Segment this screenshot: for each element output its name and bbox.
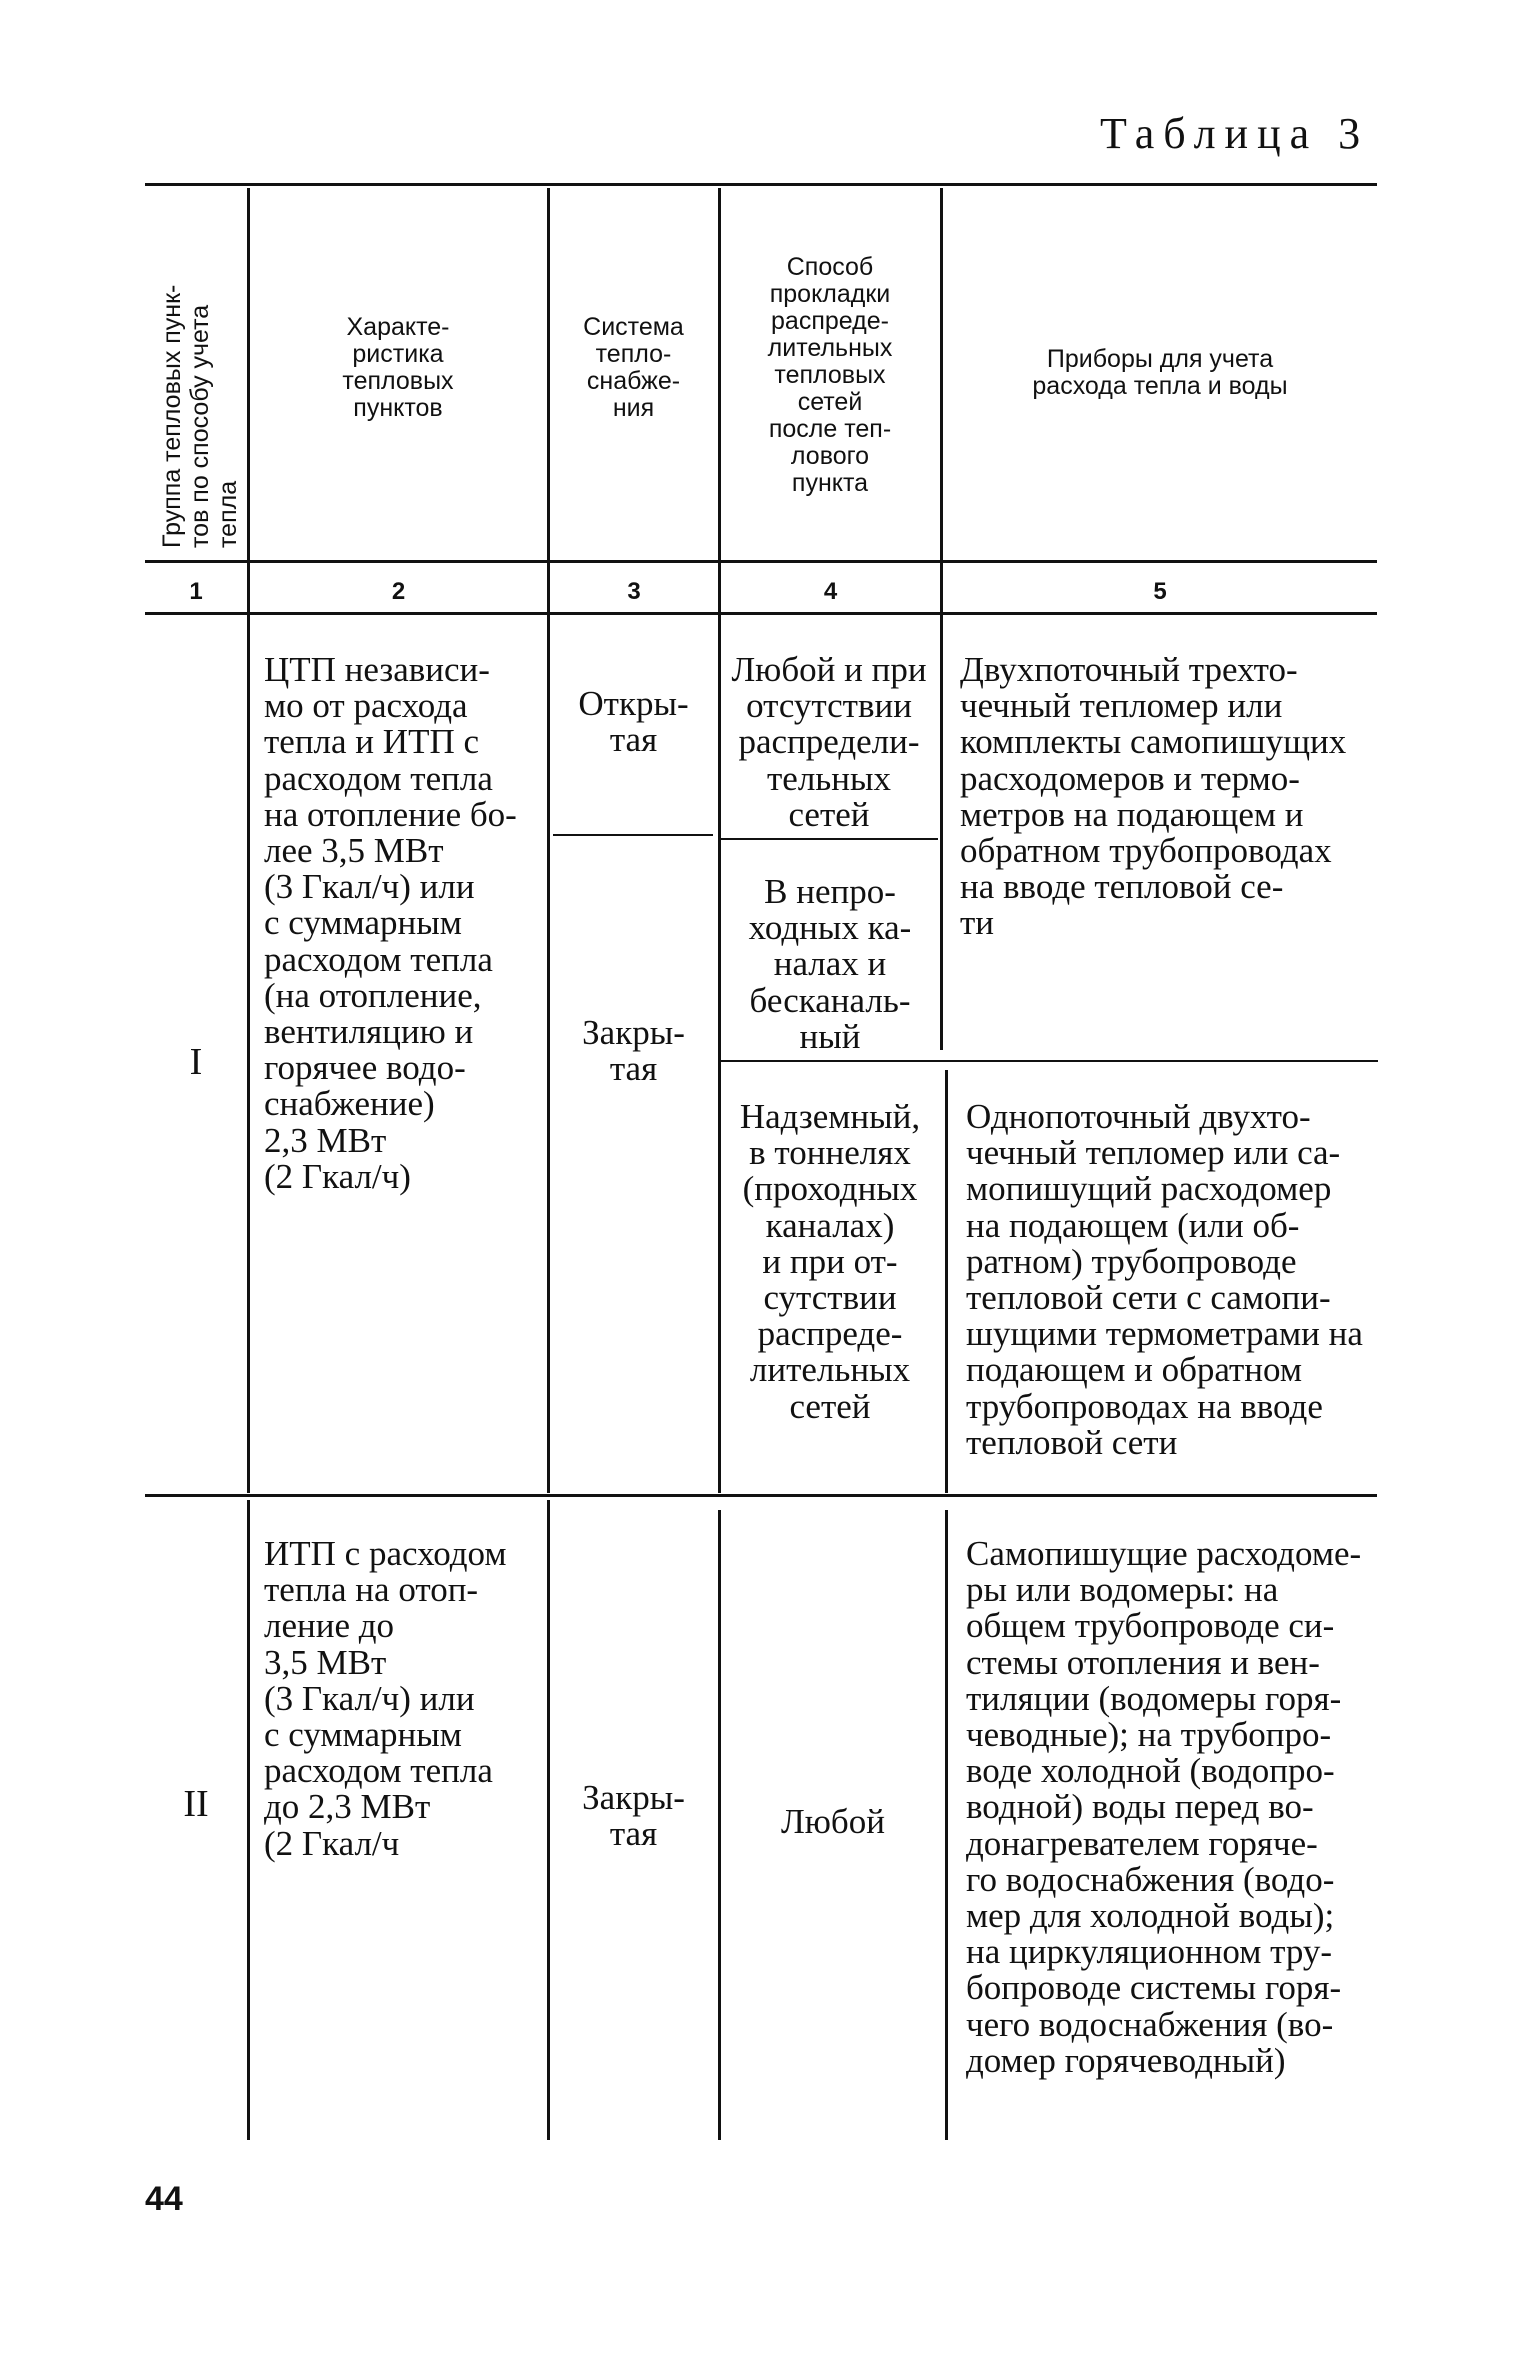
column-rule-2b bbox=[547, 1500, 550, 2140]
table-title: Таблица 3 bbox=[1100, 109, 1370, 158]
system-divider-rule bbox=[553, 834, 713, 836]
group2-laying: Любой bbox=[781, 1802, 885, 1841]
group-label-2: II bbox=[183, 1783, 209, 1825]
column-rule-4b bbox=[945, 1510, 948, 2140]
header-laying: Способ прокладки распреде- лительных тепловых сетей после теп- лового пункта bbox=[767, 253, 893, 497]
page-number: 44 bbox=[145, 2180, 183, 2218]
column-number-2: 2 bbox=[391, 578, 406, 605]
table-top-rule bbox=[145, 183, 1377, 186]
header-bottom-rule bbox=[145, 560, 1377, 563]
group1-system-open: Откры- тая bbox=[578, 684, 689, 760]
group1-system-closed: Закры- тая bbox=[582, 1013, 685, 1089]
group2-devices: Самопишущие расходоме- ры или водомеры: на общем трубопроводе си- стемы отопления и вен- тиляции (водомеры горя- чеводные); на трубопро- воде холодной (водопро- водной) воды перед во- донагревателем горяче- го водоснабжения (водо- мер для холодной воды); на циркуляционном тру- бопроводе системы горя- чего водоснабжения (во- домер горячеводный) bbox=[966, 1534, 1362, 2080]
header-system: Система тепло- снабже- ния bbox=[583, 313, 684, 422]
group1-devices-two-flow: Двухпоточный трехто- чечный тепломер или комплекты самопишущих расходомеров и термо- метров на подающем и обратном трубопроводах на вводе тепловой се- ти bbox=[960, 650, 1347, 943]
header-devices: Приборы для учета расхода тепла и воды bbox=[1032, 345, 1288, 400]
group1-sub-divider-rule bbox=[718, 1060, 1378, 1062]
column-number-3: 3 bbox=[627, 578, 641, 605]
group1-devices-one-flow: Однопоточный двухто- чечный тепломер или са- мопишущий расходомер на подающем (или об- ратном) трубопроводе тепловой сети с самопи- шущими термометрами на подающем и обратном трубопроводах на вводе тепловой сети bbox=[966, 1097, 1363, 1462]
column-rule-1b bbox=[247, 1500, 250, 2140]
header-group: Группа тепловых пунк- тов по способу учета тепла bbox=[158, 284, 242, 548]
group1-laying-channels: В непро- ходных ка- налах и бесканаль- ный bbox=[748, 872, 912, 1056]
column-number-1: 1 bbox=[189, 578, 203, 605]
group1-laying-overground: Надземный, в тоннелях (проходных каналах) и при от- сутствии распреде- лительных сетей bbox=[739, 1097, 921, 1426]
column-rule-4 bbox=[940, 188, 943, 1050]
group1-characteristic: ЦТП независи- мо от расхода тепла и ИТП с расходом тепла на отопление бо- лее 3,5 МВт (3 Гкал/ч) или с суммарным расходом тепла (на отопление, вентиляцию и горячее водо- снабжение) 2,3 МВт (2 Гкал/ч) bbox=[264, 650, 517, 1196]
numbers-bottom-rule bbox=[145, 612, 1377, 615]
column-rule-1 bbox=[247, 188, 250, 1493]
group2-system: Закры- тая bbox=[582, 1778, 685, 1854]
header-characteristic: Характе- ристика тепловых пунктов bbox=[342, 313, 454, 422]
column-rule-3b bbox=[718, 1510, 721, 2140]
group2-characteristic: ИТП с расходом тепла на отоп- ление до 3,5 МВт (3 Гкал/ч) или с суммарным расходом тепла до 2,3 МВт (2 Гкал/ч bbox=[264, 1534, 507, 1863]
column-number-4: 4 bbox=[823, 578, 838, 605]
column-rule-3 bbox=[718, 188, 721, 1493]
laying-divider-rule bbox=[718, 838, 938, 840]
group-divider-rule bbox=[145, 1494, 1377, 1497]
group1-laying-open: Любой и при отсутствии распредели- тельных сетей bbox=[731, 650, 927, 834]
column-rule-4a bbox=[945, 1070, 948, 1493]
column-rule-2 bbox=[547, 188, 550, 1493]
group-label-1: I bbox=[189, 1041, 203, 1083]
column-number-5: 5 bbox=[1153, 578, 1167, 605]
